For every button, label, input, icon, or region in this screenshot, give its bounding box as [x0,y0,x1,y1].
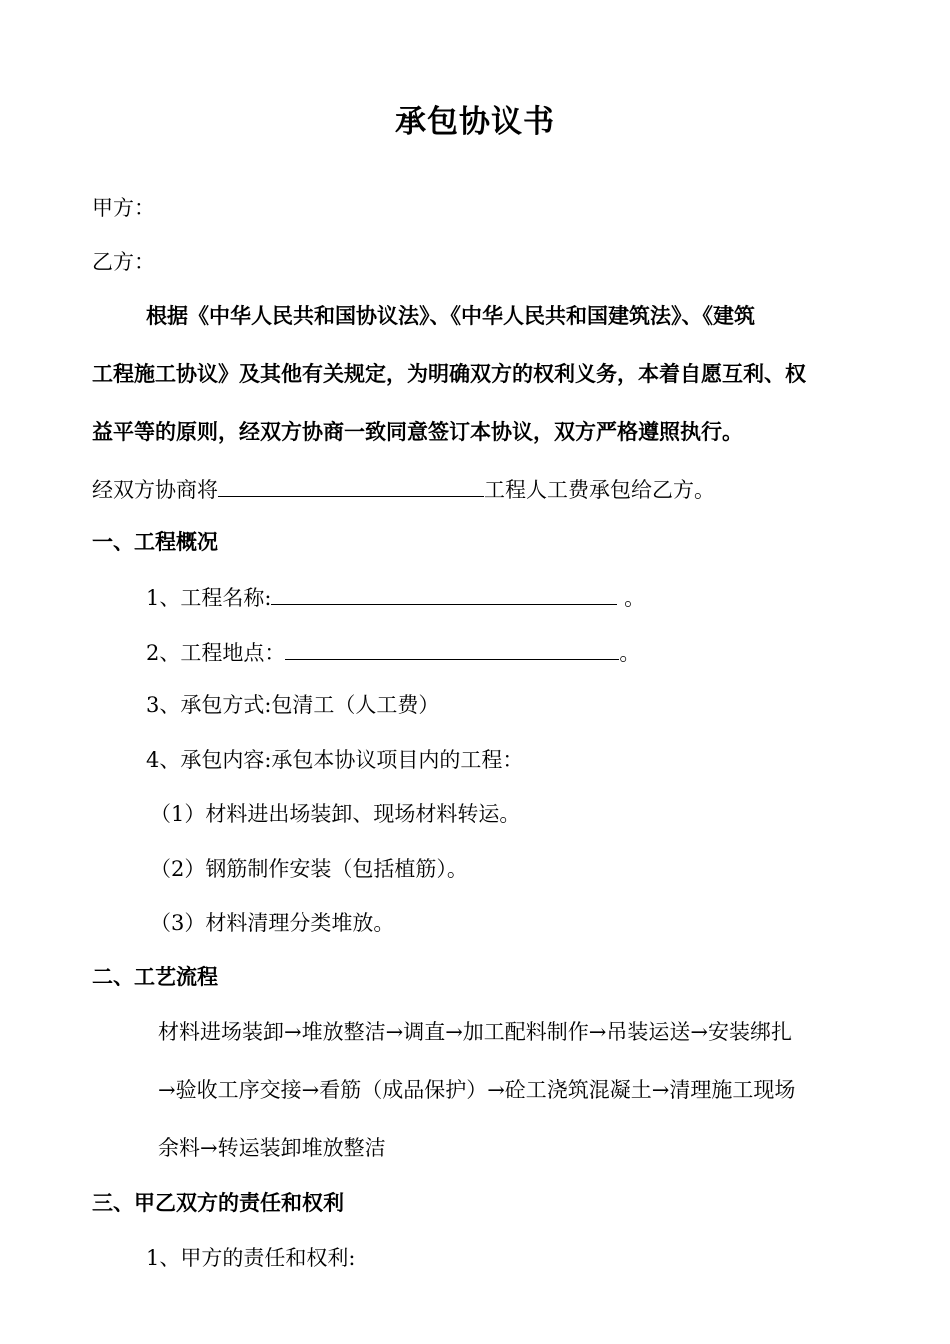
section-2-heading: 二、工艺流程 [92,964,218,989]
agreement-text-after: 工程人工费承包给乙方。 [484,478,715,502]
content-item-3: （3）材料清理分类堆放。 [150,911,395,935]
project-location-line [146,637,640,667]
contract-method: 3、承包方式:包清工（人工费） [146,693,440,717]
project-location-label: 2、工程地点： [146,641,286,665]
section-3-heading: 三、甲乙双方的责任和权利 [92,1190,344,1215]
document-title: 承包协议书 [395,104,555,140]
content-item-1: （1）材料进出场装卸、现场材料转运。 [150,802,521,826]
content-item-2: （2）钢筋制作安装（包括植筋）。 [150,857,468,881]
project-name-blank-field[interactable] [271,582,617,605]
process-line-3: 余料→转运装卸堆放整洁 [158,1136,386,1160]
preamble-line-2: 工程施工协议》及其他有关规定，为明确双方的权利义务，本着自愿互利、权 [92,361,806,386]
project-name-end: 。 [617,586,646,610]
project-location-blank-field[interactable] [285,637,619,660]
project-name-line [146,582,645,612]
agreement-text-before: 经双方协商将 [92,478,218,502]
contract-content: 4、承包内容:承包本协议项目内的工程： [146,748,524,772]
project-blank-field[interactable] [218,474,484,497]
project-name-label: 1、工程名称: [146,586,272,610]
preamble-line-1: 根据《中华人民共和国协议法》、《中华人民共和国建筑法》、《建筑 [146,303,755,328]
process-line-2: →验收工序交接→看筋（成品保护）→砼工浇筑混凝土→清理施工现场 [158,1078,796,1102]
process-line-1: 材料进场装卸→堆放整洁→调直→加工配料制作→吊装运送→安装绑扎 [158,1020,792,1044]
preamble-line-3: 益平等的原则，经双方协商一致同意签订本协议，双方严格遵照执行。 [92,419,743,444]
party-a-label: 甲方： [92,196,155,220]
section-1-heading: 一、工程概况 [92,529,218,554]
party-a-duties-heading: 1、甲方的责任和权利: [146,1246,356,1270]
party-b-label: 乙方： [92,250,155,274]
project-location-end: 。 [619,641,641,665]
agreement-line [92,474,715,504]
